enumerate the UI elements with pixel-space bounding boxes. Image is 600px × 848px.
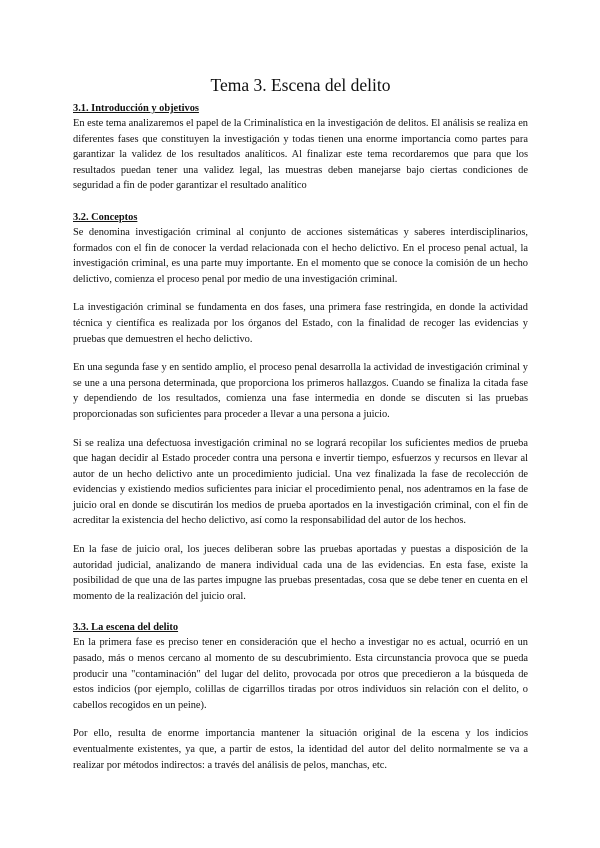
- paragraph-conceptos-4: Si se realiza una defectuosa investigación criminal no se logrará recopilar los suficientes medios de prueba que hagan decidir al Estado proceder contra una persona e invertir tiempo, esfuerzos y recursos en llevar al autor de un hecho delictivo ante un procedimiento judicial. Una vez finalizada la fase de recolección de evidencias y existiendo medios suficientes para iniciar el procedimiento penal, nos adentramos en la fase de juicio oral en donde se discutirán los medios de prueba aportados en la investigación criminal, con el fin de acreditar la existencia del hecho delictivo, así como la responsabilidad del autor de los hechos.: [73, 437, 528, 527]
- section-heading-introduccion: 3.1. Introducción y objetivos: [73, 103, 199, 114]
- page-title: Tema 3. Escena del delito: [210, 75, 391, 95]
- section-heading-conceptos: 3.2. Conceptos: [73, 211, 138, 223]
- paragraph-escena-2: Por ello, resulta de enorme importancia mantener la situación original de la escena y los indicios eventualmente existentes, ya que, a partir de estos, la identidad del autor del delito normalmente se va a realizar por métodos indirectos: a través del análisis de pelos, manchas, etc.: [73, 728, 528, 771]
- paragraph-conceptos-2: La investigación criminal se fundamenta en dos fases, una primera fase restringida, en donde la actividad técnica y científica es realizada por los órganos del Estado, con la finalidad de recoger las evidencias y pruebas que demuestren el hecho delictivo.: [73, 302, 528, 345]
- paragraph-conceptos-5: En la fase de juicio oral, los jueces deliberan sobre las pruebas aportadas y puestas a disposición de la autoridad judicial, analizando de manera individual cada una de las evidencias. En esta fase, existe la posibilidad de que una de las partes impugne las pruebas presentadas, cosa que se debe tener en cuenta en el momento de la realización del juicio oral.: [73, 544, 528, 602]
- paragraph-conceptos-3: En una segunda fase y en sentido amplio, el proceso penal desarrolla la actividad de investigación criminal y se une a una persona determinada, que proporciona los primeros hallazgos. Cuando se finaliza la citada fase y dependiendo de los resultados, comienza una fase intermedia en donde se discuten si las pruebas proporcionadas son suficientes para proceder a llevar a una persona a juicio.: [73, 362, 528, 420]
- section-heading-escena-del-delito: 3.3. La escena del delito: [73, 622, 179, 634]
- paragraph-escena-1: En la primera fase es preciso tener en consideración que el hecho a investigar no es actual, ocurrió en un pasado, más o menos cercano al momento de su descubrimiento. Esta circunstancia provoca que se pueda producir una "contaminación" del lugar del delito, provocada por otros que precedieron a la búsqueda de estos indicios (por ejemplo, colillas de cigarrillos tiradas por otros individuos sin relación con el delito, o cabellos recogidos en un peine).: [73, 637, 528, 711]
- paragraph-introduccion: En este tema analizaremos el papel de la Criminalística en la investigación de delitos. El análisis se realiza en diferentes fases que constituyen la investigación y todas tienen una enorme importancia como partes para garantizar la validez de los resultados analíticos. Al finalizar este tema recordaremos que para que los resultados puedan tener una validez legal, las muestras deben manejarse bajo ciertas condiciones de seguridad a fin de poder garantizar el resultado analítico: [73, 118, 528, 192]
- paragraph-conceptos-1: Se denomina investigación criminal al conjunto de acciones sistemáticas y saberes interdisciplinarios, formados con el fin de conocer la verdad relacionada con el hecho delictivo. En el proceso penal actual, la investigación criminal, es una parte muy importante. En el momento que se conoce la comisión de un hecho delictivo, comienza el proceso penal por medio de una investigación criminal.: [73, 226, 528, 285]
